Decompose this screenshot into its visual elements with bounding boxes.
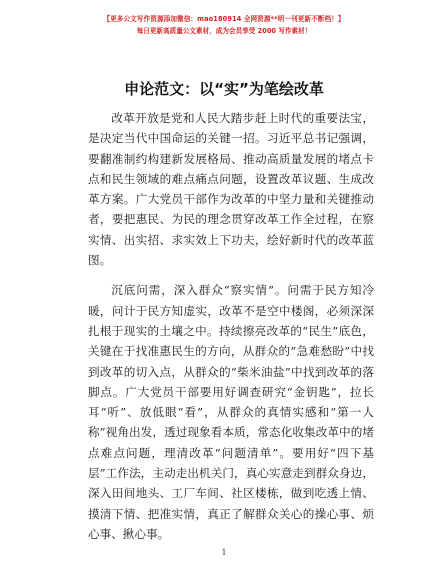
document-title: 申论范文：以“实”为笔绘改革	[124, 80, 324, 98]
promo-line-1: 【更多公文写作资源添加微信：mao180914 全网资源**明一刊更新不断档！】	[103, 15, 345, 23]
document-body	[88, 108, 374, 544]
paragraph-investigation: 沉底问需，深入群众“察实情”。问需于民方知冷暖，问计于民方知虚实，改革不是空中楼阁，必须深深扎根于现实的土壤之中。持续擦亮改革的“民生”底色，关键在于找准惠民生的方向，从群众的“急难愁盼”中找到改革的切入点，从群众的“柴米油盐”中找到改革的落脚点。广大党员干部要用好调查研究“金钥匙”，拉长耳“听”、放低眼“看”，从群众的真情实感和“第一人称”视角出发，透过现象看本质，常态化收集改革中的堵点难点问题，理清改革“问题清单”。要用好“四下基层”工作法，主动走出机关门，真心实意走到群众身边，深入田间地头、工厂车间、社区楼栋，做到吃透上情、摸清下情、把准实情，真正了解群众关心的操心事、烦心事、揪心事。	[88, 283, 374, 541]
promo-header	[0, 14, 448, 36]
promo-line-2: 每日更新高质量公文素材，成为会员享受 2000 写作素材！	[136, 27, 312, 35]
paragraph-intro: 改革开放是党和人民大踏步赶上时代的重要法宝，是决定当代中国命运的关键一招。习近平总书记强调，要翻准制约构建新发展格局、推动高质量发展的堵点卡点和民生领域的难点痛点问题，设置改革议题、生成改革方案。广大党员干部作为改革的中坚力量和关键推动者，要把惠民、为民的理念贯穿改革工作全过程，在察实情、出实招、求实效上下功夫，绘好新时代的改革蓝图。	[88, 111, 374, 268]
page-number: 1	[221, 548, 227, 557]
